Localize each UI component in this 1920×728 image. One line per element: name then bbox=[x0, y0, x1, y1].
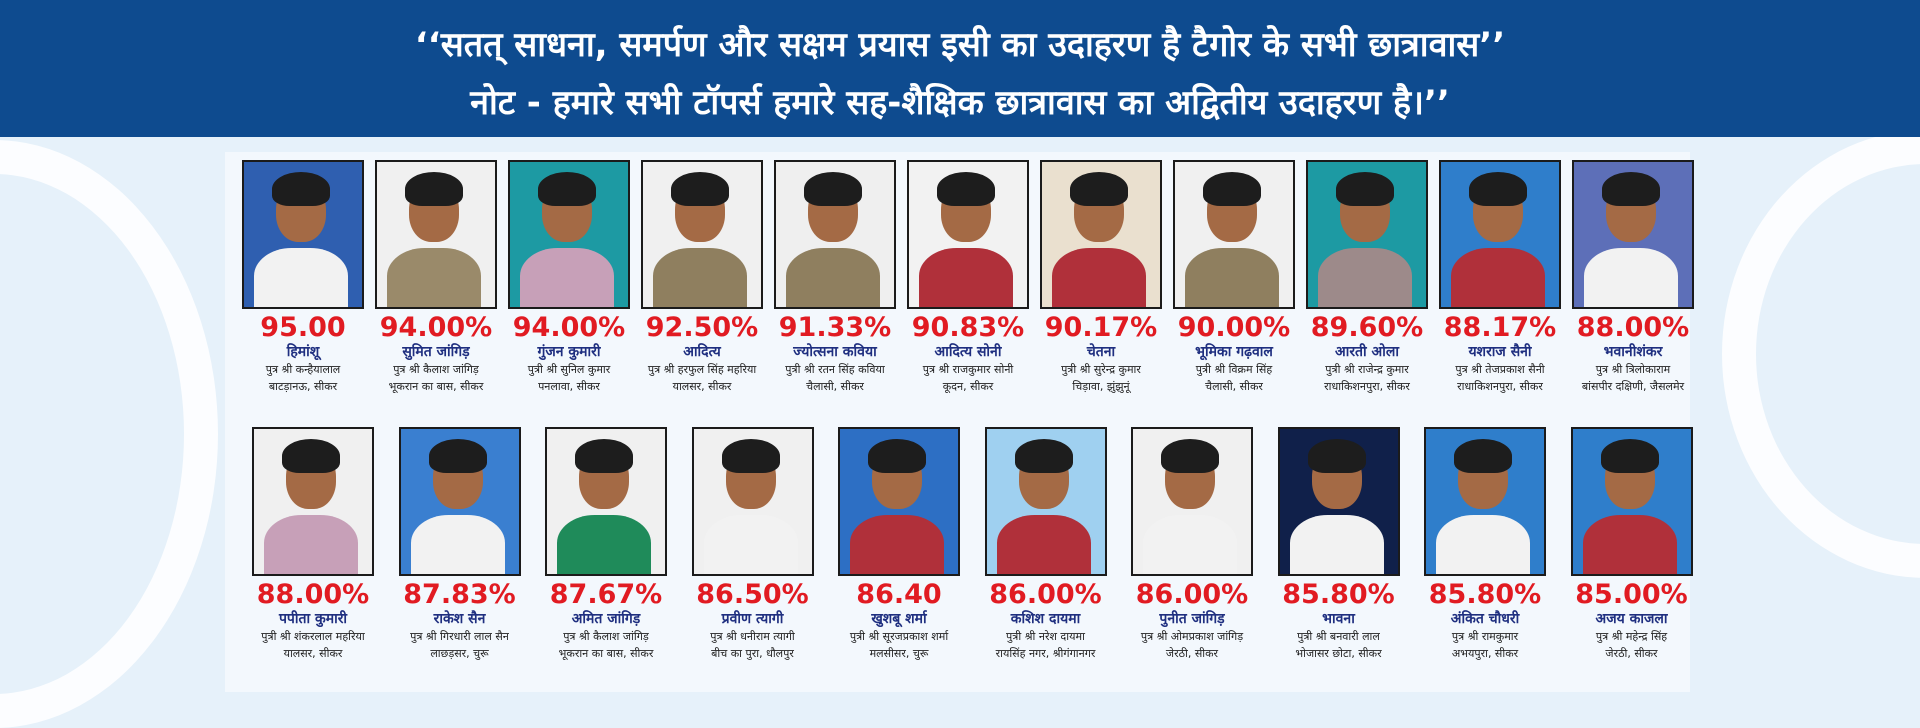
student-card bbox=[685, 427, 821, 662]
student-photo bbox=[1571, 427, 1693, 576]
student-score: 90.17% bbox=[1044, 312, 1158, 343]
student-score: 85.80% bbox=[1428, 579, 1542, 610]
student-place: राधाकिशनपुरा, सीकर bbox=[1457, 380, 1543, 393]
student-card bbox=[1271, 427, 1407, 662]
student-score: 89.60% bbox=[1310, 312, 1424, 343]
student-score: 94.00% bbox=[512, 312, 626, 343]
student-parent: पुत्री श्री रतन सिंह कविया bbox=[785, 363, 885, 376]
student-score: 94.00% bbox=[379, 312, 493, 343]
student-photo bbox=[641, 160, 763, 309]
student-photo bbox=[1424, 427, 1546, 576]
header-line-2: नोट - हमारे सभी टॉपर्स हमारे सह-शैक्षिक छात्रावास का अद्वितीय उदाहरण है।’’ bbox=[470, 83, 1450, 123]
student-photo bbox=[1306, 160, 1428, 309]
student-parent: पुत्र श्री रामकुमार bbox=[1451, 630, 1519, 643]
student-place: राधाकिशनपुरा, सीकर bbox=[1324, 380, 1410, 393]
student-card bbox=[501, 160, 637, 395]
student-parent: पुत्री श्री सूरजप्रकाश शर्मा bbox=[849, 630, 949, 643]
student-name: अंकित चौधरी bbox=[1450, 611, 1520, 627]
student-place: बीच का पुरा, धौलपुर bbox=[711, 647, 794, 660]
student-card bbox=[245, 427, 381, 662]
student-name: ज्योत्सना कविया bbox=[793, 344, 877, 360]
student-place: जेरठी, सीकर bbox=[1165, 647, 1219, 660]
student-photo bbox=[545, 427, 667, 576]
student-parent: पुत्री श्री बनवारी लाल bbox=[1297, 630, 1380, 643]
student-parent: पुत्री श्री विक्रम सिंह bbox=[1195, 363, 1273, 376]
student-card bbox=[1565, 160, 1701, 395]
student-place: पनलावा, सीकर bbox=[538, 380, 600, 393]
student-card bbox=[392, 427, 528, 662]
student-photo bbox=[375, 160, 497, 309]
student-card bbox=[1417, 427, 1553, 662]
student-photo bbox=[1131, 427, 1253, 576]
student-card bbox=[767, 160, 903, 395]
student-score: 86.00% bbox=[989, 579, 1102, 610]
student-card bbox=[1166, 160, 1302, 395]
student-parent: पुत्र श्री हरफुल सिंह महरिया bbox=[647, 363, 757, 376]
student-photo bbox=[1040, 160, 1162, 309]
student-card bbox=[1033, 160, 1169, 395]
student-parent: पुत्र श्री तेजप्रकाश सैनी bbox=[1455, 363, 1545, 376]
student-name: कशिश दायमा bbox=[1010, 611, 1081, 627]
student-place: चैलासी, सीकर bbox=[806, 380, 864, 393]
student-photo bbox=[1173, 160, 1295, 309]
student-score: 90.83% bbox=[911, 312, 1025, 343]
banner-header bbox=[0, 0, 1920, 137]
student-score: 85.80% bbox=[1282, 579, 1395, 610]
student-photo bbox=[1439, 160, 1561, 309]
student-score: 95.00 bbox=[260, 312, 346, 343]
student-card bbox=[978, 427, 1114, 662]
student-score: 91.33% bbox=[778, 312, 892, 343]
student-parent: पुत्री श्री सुनिल कुमार bbox=[527, 363, 611, 376]
student-name: पुनीत जांगिड़ bbox=[1159, 611, 1225, 627]
student-photo bbox=[907, 160, 1029, 309]
student-place: चैलासी, सीकर bbox=[1205, 380, 1263, 393]
student-parent: पुत्री श्री नरेश दायमा bbox=[1006, 630, 1085, 643]
student-card bbox=[1124, 427, 1260, 662]
student-photo bbox=[1278, 427, 1400, 576]
student-score: 88.00% bbox=[1576, 312, 1690, 343]
student-photo bbox=[838, 427, 960, 576]
student-score: 90.00% bbox=[1177, 312, 1291, 343]
student-card bbox=[235, 160, 371, 395]
student-name: पपीता कुमारी bbox=[278, 611, 348, 627]
student-score: 86.50% bbox=[696, 579, 809, 610]
student-parent: पुत्र श्री राजकुमार सोनी bbox=[922, 363, 1014, 376]
student-place: भूकरान का बास, सीकर bbox=[558, 647, 654, 660]
student-score: 86.40 bbox=[856, 579, 942, 610]
student-place: कूदन, सीकर bbox=[942, 380, 994, 393]
student-photo bbox=[774, 160, 896, 309]
student-score: 85.00% bbox=[1575, 579, 1688, 610]
student-place: लाछड़सर, चुरू bbox=[430, 647, 489, 660]
student-name: भवानीशंकर bbox=[1603, 344, 1663, 360]
student-place: मलसीसर, चुरू bbox=[869, 647, 929, 660]
student-score: 92.50% bbox=[645, 312, 759, 343]
student-card bbox=[1564, 427, 1700, 662]
student-name: राकेश सैन bbox=[433, 611, 486, 627]
student-name: गुंजन कुमारी bbox=[537, 344, 601, 360]
student-score: 87.67% bbox=[549, 579, 663, 610]
student-score: 86.00% bbox=[1135, 579, 1249, 610]
student-parent: पुत्री श्री शंकरलाल महरिया bbox=[261, 630, 365, 643]
student-card bbox=[1299, 160, 1435, 395]
student-parent: पुत्र श्री कैलाश जांगिड़ bbox=[393, 363, 479, 376]
student-parent: पुत्री श्री राजेन्द्र कुमार bbox=[1325, 363, 1409, 376]
student-parent: पुत्र श्री गिरधारी लाल सैन bbox=[410, 630, 509, 643]
student-parent: पुत्र श्री महेन्द्र सिंह bbox=[1595, 630, 1668, 643]
student-parent: पुत्री श्री सुरेन्द्र कुमार bbox=[1061, 363, 1141, 376]
student-place: बांसपीर दक्षिणी, जैसलमेर bbox=[1581, 380, 1685, 393]
student-parent: पुत्र श्री त्रिलोकाराम bbox=[1595, 363, 1671, 376]
student-name: आदित्य सोनी bbox=[934, 344, 1002, 360]
student-place: चिड़ावा, झुंझुनूं bbox=[1072, 380, 1130, 393]
student-photo bbox=[252, 427, 374, 576]
student-photo bbox=[399, 427, 521, 576]
student-place: भूकरान का बास, सीकर bbox=[388, 380, 484, 393]
student-score: 88.17% bbox=[1443, 312, 1557, 343]
student-parent: पुत्र श्री कन्हैयालाल bbox=[265, 363, 341, 376]
student-score: 88.00% bbox=[256, 579, 370, 610]
student-name: आरती ओला bbox=[1335, 344, 1399, 360]
decorative-ring-left bbox=[0, 140, 218, 728]
student-name: चेतना bbox=[1086, 344, 1116, 360]
student-photo bbox=[692, 427, 814, 576]
student-photo bbox=[242, 160, 364, 309]
student-place: अभयपुरा, सीकर bbox=[1451, 647, 1519, 660]
student-parent: पुत्र श्री कैलाश जांगिड़ bbox=[563, 630, 649, 643]
student-card bbox=[538, 427, 674, 662]
student-name: यशराज सैनी bbox=[1468, 344, 1532, 360]
student-name: अजय काजला bbox=[1595, 611, 1668, 627]
student-card bbox=[1432, 160, 1568, 395]
student-photo bbox=[985, 427, 1107, 576]
decorative-ring-right bbox=[1722, 130, 1920, 578]
student-name: अमित जांगिड़ bbox=[571, 611, 641, 627]
student-card bbox=[831, 427, 967, 662]
student-name: आदित्य bbox=[683, 344, 721, 360]
student-photo bbox=[508, 160, 630, 309]
student-place: जेरठी, सीकर bbox=[1605, 647, 1658, 660]
student-place: रायसिंह नगर, श्रीगंगानगर bbox=[995, 647, 1096, 660]
student-name: प्रवीण त्यागी bbox=[721, 611, 784, 627]
student-name: भावना bbox=[1322, 611, 1355, 627]
student-card bbox=[900, 160, 1036, 395]
student-score: 87.83% bbox=[403, 579, 516, 610]
student-name: भूमिका गढ़वाल bbox=[1195, 344, 1273, 360]
student-name: खुशबू शर्मा bbox=[871, 611, 927, 627]
student-name: हिमांशू bbox=[286, 344, 320, 360]
student-photo bbox=[1572, 160, 1694, 309]
student-card bbox=[368, 160, 504, 395]
header-line-1: ‘‘सतत् साधना, समर्पण और सक्षम प्रयास इसी का उदाहरण है टैगोर के सभी छात्रावास’’ bbox=[414, 25, 1506, 65]
student-parent: पुत्र श्री ओमप्रकाश जांगिड़ bbox=[1140, 630, 1244, 643]
student-card bbox=[634, 160, 770, 395]
student-place: भोजासर छोटा, सीकर bbox=[1295, 647, 1382, 660]
student-place: यालसर, सीकर bbox=[672, 380, 732, 393]
toppers-panel bbox=[225, 152, 1690, 692]
student-place: यालसर, सीकर bbox=[283, 647, 343, 660]
student-parent: पुत्र श्री धनीराम त्यागी bbox=[710, 630, 795, 643]
student-name: सुमित जांगिड़ bbox=[402, 344, 470, 360]
student-place: बाटड़ानऊ, सीकर bbox=[268, 380, 338, 393]
